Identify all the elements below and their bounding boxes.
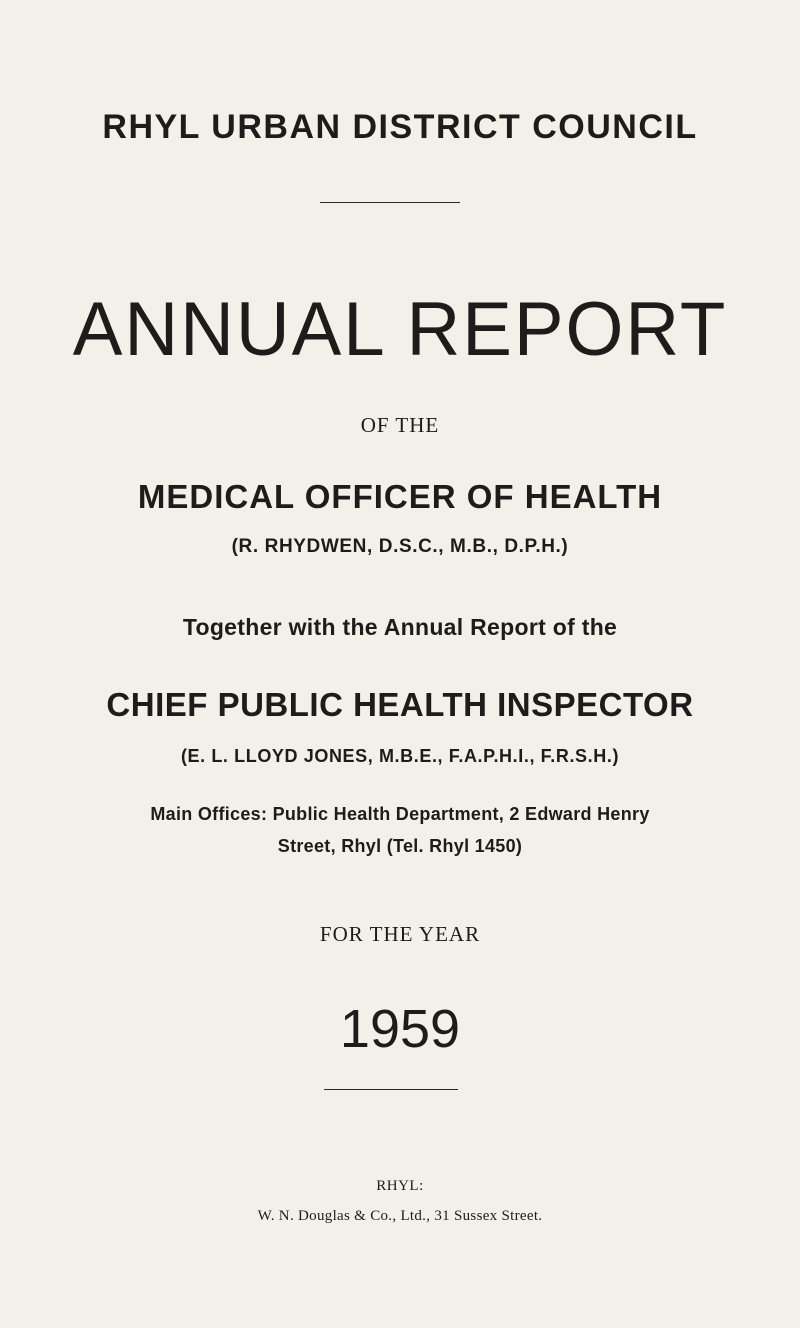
of-the-label: OF THE	[360, 413, 440, 437]
report-year: 1959	[339, 999, 461, 1059]
officer-title: MEDICAL OFFICER OF HEALTH	[137, 478, 663, 515]
officer-names: (R. RHYDWEN, D.S.C., M.B., D.P.H.)	[231, 536, 569, 557]
top-divider	[320, 202, 460, 203]
inspector-title: CHIEF PUBLIC HEALTH INSPECTOR	[106, 686, 694, 723]
bottom-divider	[324, 1089, 458, 1090]
offices-line-2: Street, Rhyl (Tel. Rhyl 1450)	[277, 836, 523, 856]
report-title: ANNUAL REPORT	[72, 287, 728, 372]
inspector-names: (E. L. LLOYD JONES, M.B.E., F.A.P.H.I., F.R.S.H.)	[180, 746, 620, 766]
council-heading: RHYL URBAN DISTRICT COUNCIL	[102, 108, 698, 146]
imprint-town: RHYL:	[376, 1178, 424, 1194]
together-text: Together with the Annual Report of the	[182, 614, 618, 640]
offices-line-1: Main Offices: Public Health Department, 2 Edward Henry	[150, 804, 650, 824]
imprint-printer: W. N. Douglas & Co., Ltd., 31 Sussex Street.	[257, 1208, 543, 1224]
year-label: FOR THE YEAR	[319, 922, 481, 946]
